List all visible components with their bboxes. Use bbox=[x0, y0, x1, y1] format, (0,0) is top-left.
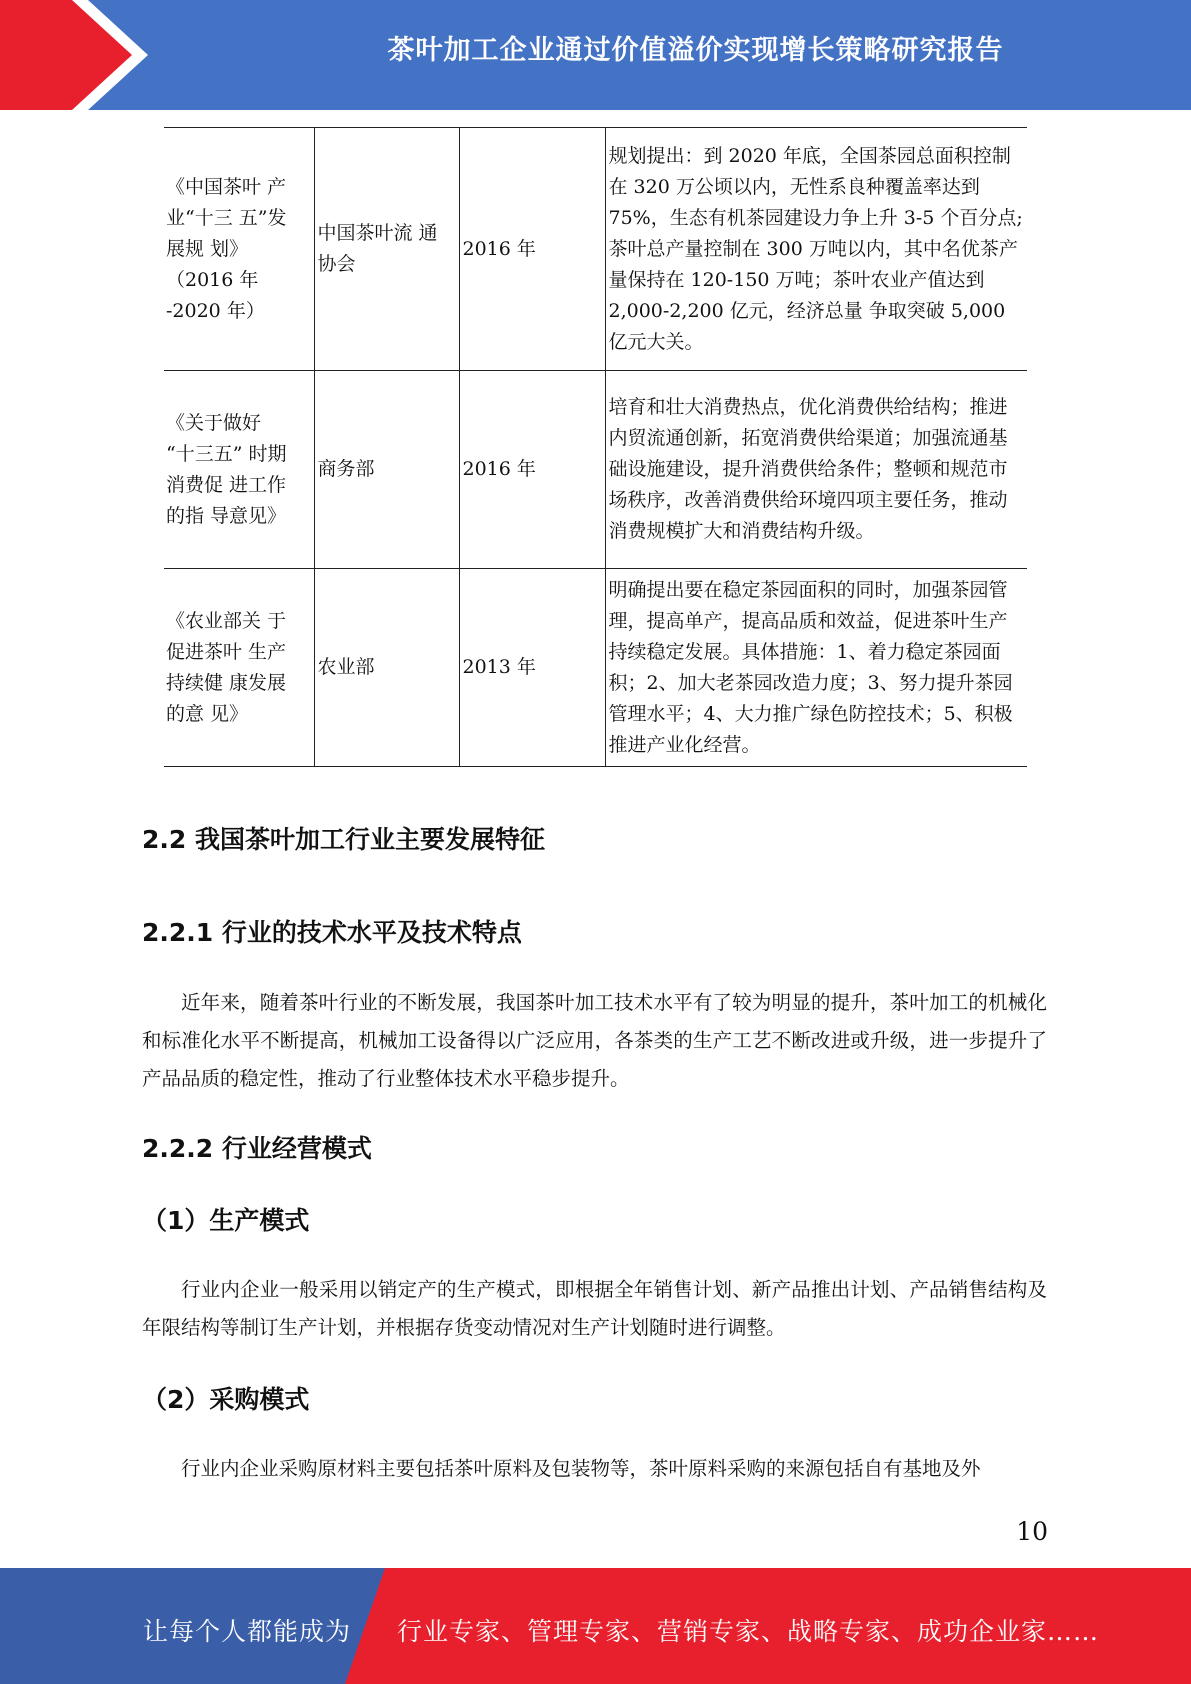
page-footer bbox=[0, 1568, 1191, 1684]
subheading-production-mode: （1）生产模式 bbox=[142, 1206, 310, 1235]
page-header bbox=[0, 0, 1191, 110]
table-row bbox=[164, 569, 1027, 767]
issuer-cell: 中国茶叶流 通协会 bbox=[314, 128, 459, 371]
policy-table bbox=[164, 127, 1027, 767]
content-cell: 规划提出：到 2020 年底，全国茶园总面积控制在 320 万公顷以内，无性系良种覆盖率达到 75%，生态有机茶园建设力争上升 3-5 个百分点;茶叶总产量控制在 300 万吨以内，其中名优茶产量保持在 120-150 万吨；茶叶农业产值达到 2,000-2,200 亿元，经济总量 争取突破 5,000 亿元大关。 bbox=[605, 128, 1027, 371]
content-cell: 明确提出要在稳定茶园面积的同时，加强茶园管理，提高单产，提高品质和效益，促进茶叶生产持续稳定发展。具体措施：1、着力稳定茶园面积；2、加大老茶园改造力度；3、努力提升茶园管理水平；4、大力推广绿色防控技术；5、积极推进产业化经营。 bbox=[605, 569, 1027, 767]
document-cell: 《中国茶叶 产 业“十三 五”发 展规 划》 （2016 年 -2020 年） bbox=[164, 128, 314, 371]
year-cell: 2013 年 bbox=[459, 569, 605, 767]
paragraph-purchase-mode: 行业内企业采购原材料主要包括茶叶原料及包装物等，茶叶原料采购的来源包括自有基地及外 bbox=[181, 1457, 981, 1480]
year-cell: 2016 年 bbox=[459, 371, 605, 569]
footer-slogan-left: 让每个人都能成为 bbox=[143, 1617, 352, 1646]
year-cell: 2016 年 bbox=[459, 128, 605, 371]
header-arrow-decoration bbox=[0, 0, 200, 110]
document-cell: 《农业部关 于 促进茶叶 生产 持续健 康发展 的意 见》 bbox=[164, 569, 314, 767]
paragraph-production-mode: 行业内企业一般采用以销定产的生产模式，即根据全年销售计划、新产品推出计划、产品销售结构及年限结构等制订生产计划，并根据存货变动情况对生产计划随时进行调整。 bbox=[142, 1278, 1047, 1339]
table-row bbox=[164, 128, 1027, 371]
content-cell: 培育和壮大消费热点，优化消费供给结构；推进内贸流通创新，拓宽消费供给渠道；加强流通基础设施建设，提升消费供给条件；整顿和规范市场秩序，改善消费供给环境四项主要任务，推动消费规模扩大和消费结构升级。 bbox=[605, 371, 1027, 569]
paragraph-tech-level: 近年来，随着茶叶行业的不断发展，我国茶叶加工技术水平有了较为明显的提升，茶叶加工的机械化和标准化水平不断提高，机械加工设备得以广泛应用，各茶类的生产工艺不断改进或升级，进一步提升了产品品质的稳定性，推动了行业整体技术水平稳步提升。 bbox=[142, 991, 1047, 1090]
table-row bbox=[164, 371, 1027, 569]
section-heading-2-2-1: 2.2.1 行业的技术水平及技术特点 bbox=[142, 918, 522, 947]
issuer-cell: 商务部 bbox=[314, 371, 459, 569]
section-heading-2-2-2: 2.2.2 行业经营模式 bbox=[142, 1134, 372, 1163]
issuer-cell: 农业部 bbox=[314, 569, 459, 767]
footer-slogan-right: 行业专家、管理专家、营销专家、战略专家、成功企业家…… bbox=[397, 1617, 1100, 1646]
page-number: 10 bbox=[1016, 1517, 1048, 1546]
document-cell: 《关于做好 “十三五” 时期 消费促 进工作 的指 导意见》 bbox=[164, 371, 314, 569]
section-heading-2-2: 2.2 我国茶叶加工行业主要发展特征 bbox=[142, 825, 545, 854]
report-title: 茶叶加工企业通过价值溢价实现增长策略研究报告 bbox=[387, 35, 1004, 66]
subheading-purchase-mode: （2）采购模式 bbox=[142, 1385, 310, 1414]
